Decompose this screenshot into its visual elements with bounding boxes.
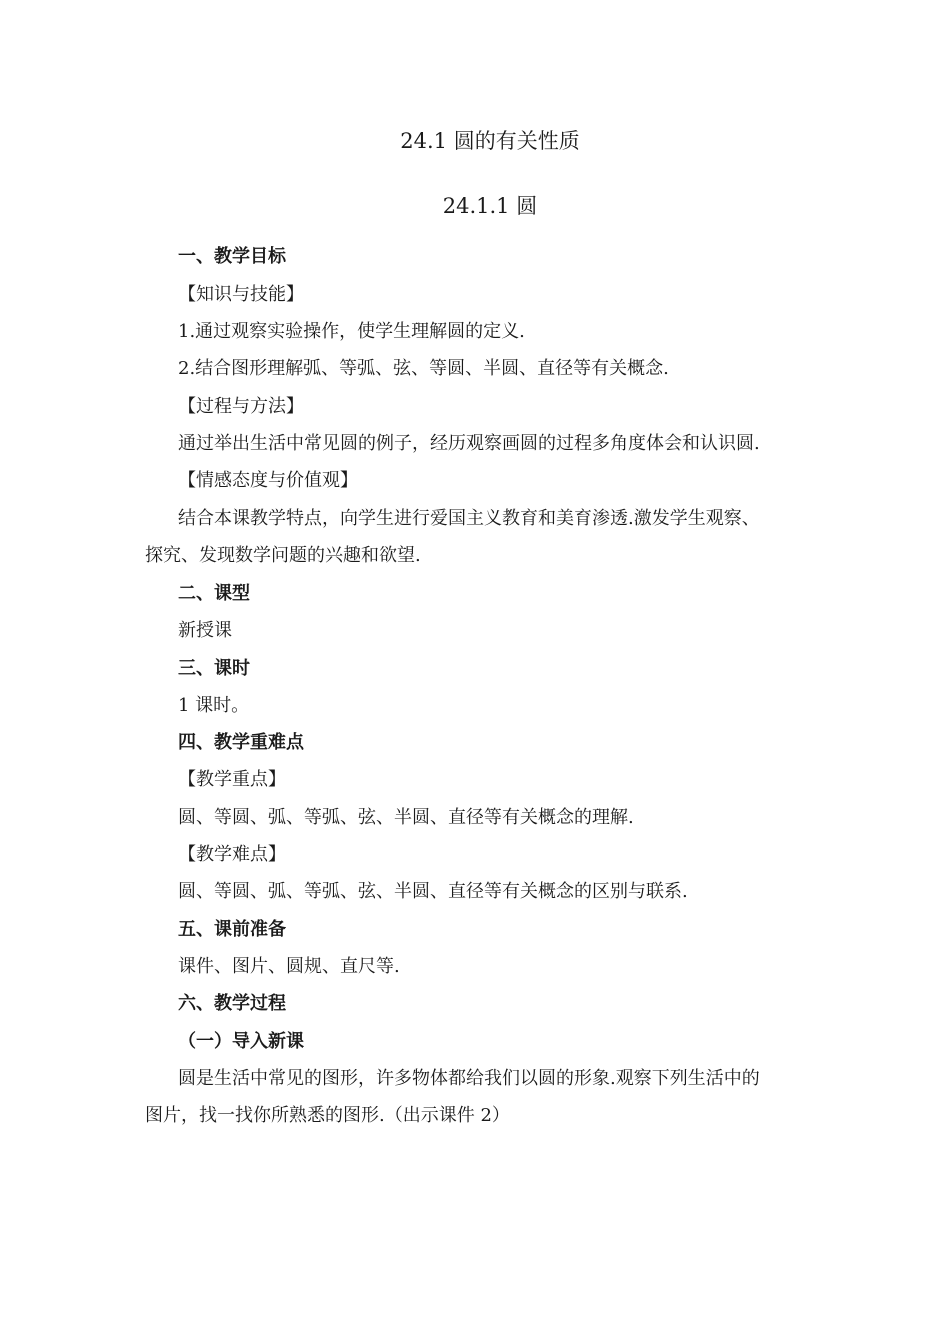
section-1-paragraph-2: 2.结合图形理解弧、等弧、弦、等圆、半圆、直径等有关概念. bbox=[178, 358, 669, 379]
section-1-paragraph-1: 1.通过观察实验操作，使学生理解圆的定义. bbox=[178, 321, 525, 342]
section-2-heading: 二、课型 bbox=[178, 583, 250, 604]
section-4-paragraph-1: 圆、等圆、弧、等弧、弦、半圆、直径等有关概念的理解. bbox=[178, 807, 634, 828]
section-1-bracket-attitude: 【情感态度与价值观】 bbox=[178, 470, 358, 491]
section-1-paragraph-3: 通过举出生活中常见圆的例子，经历观察画圆的过程多角度体会和认识圆. bbox=[178, 433, 760, 454]
section-1-bracket-process: 【过程与方法】 bbox=[178, 396, 304, 417]
section-6-heading: 六、教学过程 bbox=[178, 993, 286, 1014]
section-6-paragraph-line-1: 圆是生活中常见的图形，许多物体都给我们以圆的形象.观察下列生活中的 bbox=[178, 1068, 760, 1089]
section-1-paragraph-4-line-2: 探究、发现数学问题的兴趣和欲望. bbox=[145, 545, 421, 566]
section-4-bracket-difficult: 【教学难点】 bbox=[178, 844, 286, 865]
section-2-paragraph: 新授课 bbox=[178, 620, 232, 641]
section-4-heading: 四、教学重难点 bbox=[178, 732, 304, 753]
section-4-bracket-key: 【教学重点】 bbox=[178, 769, 286, 790]
section-3-paragraph: 1 课时。 bbox=[178, 695, 250, 716]
section-6-paragraph-line-2: 图片，找一找你所熟悉的图形.（出示课件 2） bbox=[145, 1105, 510, 1126]
section-4-paragraph-2: 圆、等圆、弧、等弧、弦、半圆、直径等有关概念的区别与联系. bbox=[178, 881, 688, 902]
section-6-subheading: （一）导入新课 bbox=[178, 1031, 304, 1052]
section-5-heading: 五、课前准备 bbox=[178, 919, 286, 940]
section-3-heading: 三、课时 bbox=[178, 658, 250, 679]
doc-title: 24.1 圆的有关性质 bbox=[400, 129, 580, 153]
section-5-paragraph: 课件、图片、圆规、直尺等. bbox=[178, 956, 400, 977]
section-1-bracket-knowledge: 【知识与技能】 bbox=[178, 284, 304, 305]
doc-subtitle: 24.1.1 圆 bbox=[442, 194, 538, 218]
section-1-paragraph-4-line-1: 结合本课教学特点，向学生进行爱国主义教育和美育渗透.激发学生观察、 bbox=[178, 508, 760, 529]
section-1-heading: 一、教学目标 bbox=[178, 246, 286, 267]
